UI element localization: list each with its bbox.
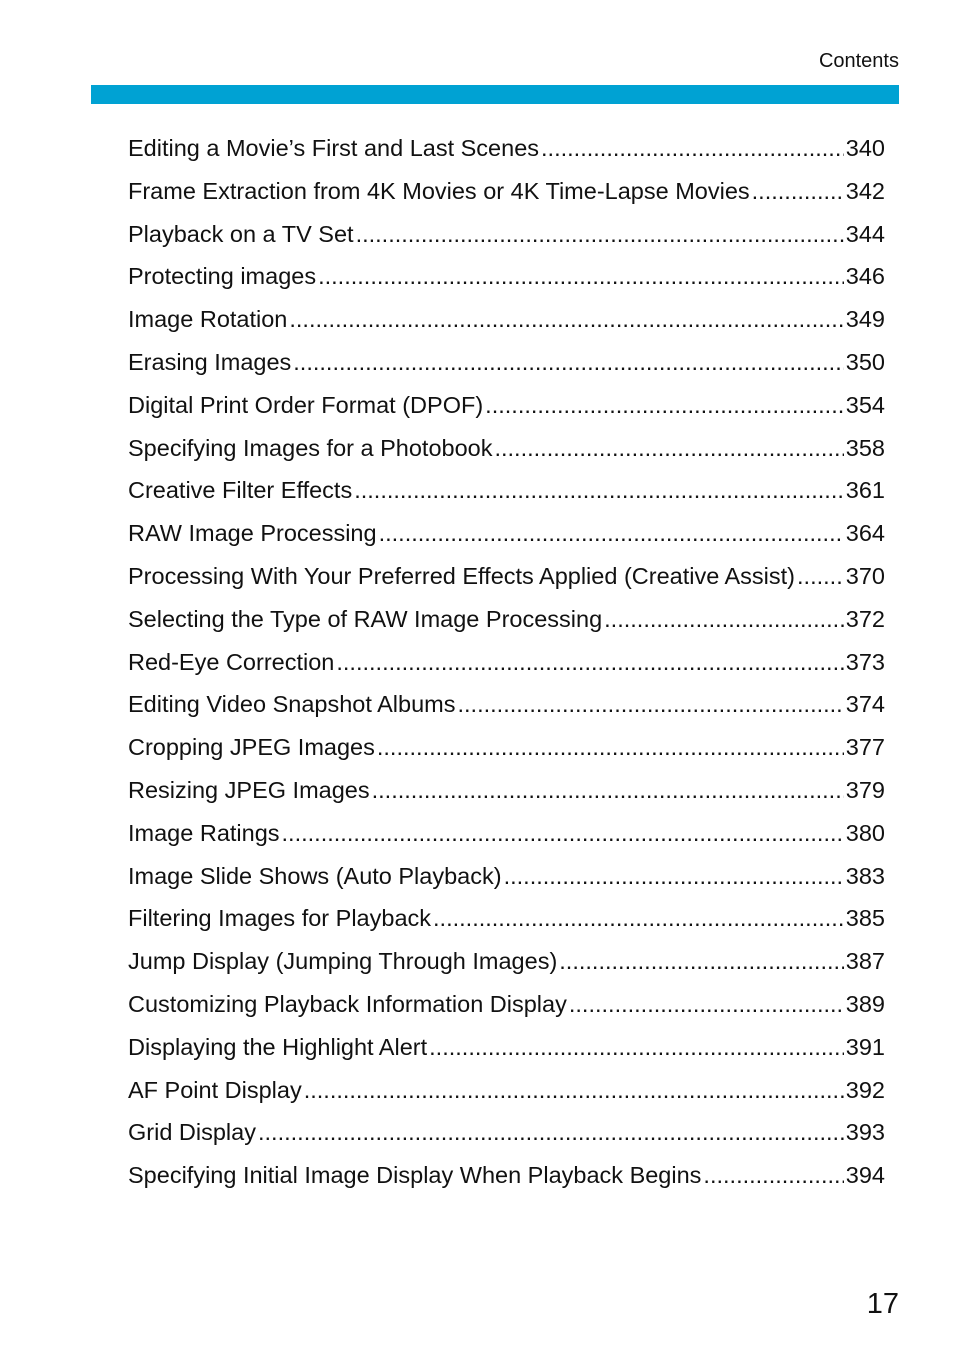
toc-entry-title: Digital Print Order Format (DPOF) [128, 391, 484, 418]
toc-entry[interactable] [128, 855, 885, 898]
toc-entry-title: Resizing JPEG Images [128, 776, 370, 803]
toc-entry-title: RAW Image Processing [128, 520, 377, 547]
toc-entry[interactable] [128, 384, 885, 427]
toc-entry-page: 393 [845, 1119, 885, 1146]
header-accent-bar [91, 85, 899, 104]
toc-entry-page: 364 [845, 520, 885, 547]
toc-entry-page: 377 [845, 734, 885, 761]
toc-dot-leader [354, 469, 844, 512]
toc-entry-title: Jump Display (Jumping Through Images) [128, 948, 558, 975]
toc-dot-leader [377, 726, 844, 769]
toc-entry-page: 346 [845, 263, 885, 290]
toc-dot-leader [797, 555, 844, 598]
toc-entry-title: Processing With Your Preferred Effects Applied (Creative Assist) [128, 562, 796, 589]
toc-entry-page: 379 [845, 776, 885, 803]
toc-dot-leader [494, 427, 843, 470]
page-number: 17 [866, 1288, 899, 1320]
toc-entry-page: 349 [845, 306, 885, 333]
toc-dot-leader [752, 170, 844, 213]
toc-dot-leader [458, 683, 844, 726]
toc-entry[interactable] [128, 213, 885, 256]
toc-entry-title: Grid Display [128, 1119, 256, 1146]
toc-entry[interactable] [128, 726, 885, 769]
toc-entry[interactable] [128, 469, 885, 512]
toc-dot-leader [289, 298, 843, 341]
toc-entry[interactable] [128, 255, 885, 298]
toc-entry[interactable] [128, 555, 885, 598]
toc-entry-page: 391 [845, 1033, 885, 1060]
toc-entry-title: Customizing Playback Information Display [128, 990, 567, 1017]
toc-entry[interactable] [128, 812, 885, 855]
toc-dot-leader [429, 1026, 844, 1069]
toc-dot-leader [604, 598, 844, 641]
toc-entry-title: Image Ratings [128, 819, 280, 846]
toc-entry-title: Specifying Initial Image Display When Playback Begins [128, 1162, 702, 1189]
toc-entry[interactable] [128, 1154, 885, 1197]
toc-dot-leader [703, 1154, 843, 1197]
toc-dot-leader [372, 769, 844, 812]
toc-entry[interactable] [128, 769, 885, 812]
toc-entry-page: 342 [845, 177, 885, 204]
toc-dot-leader [379, 512, 844, 555]
toc-entry-page: 373 [845, 648, 885, 675]
toc-entry-title: Displaying the Highlight Alert [128, 1033, 428, 1060]
toc-entry-title: Filtering Images for Playback [128, 905, 432, 932]
toc-entry-title: Editing Video Snapshot Albums [128, 691, 456, 718]
toc-entry[interactable] [128, 598, 885, 641]
toc-dot-leader [541, 127, 844, 170]
toc-entry-page: 387 [845, 948, 885, 975]
toc-entry-title: Selecting the Type of RAW Image Processing [128, 605, 603, 632]
toc-entry[interactable] [128, 683, 885, 726]
toc-dot-leader [304, 1069, 844, 1112]
toc-entry-page: 380 [845, 819, 885, 846]
toc-entry-title: Image Slide Shows (Auto Playback) [128, 862, 502, 889]
toc-entry-page: 344 [845, 220, 885, 247]
toc-entry-title: Frame Extraction from 4K Movies or 4K Time-Lapse Movies [128, 177, 750, 204]
toc-entry-page: 370 [845, 562, 885, 589]
toc-entry-page: 350 [845, 348, 885, 375]
toc-entry-title: Cropping JPEG Images [128, 734, 375, 761]
toc-entry[interactable] [128, 170, 885, 213]
toc-entry[interactable] [128, 1111, 885, 1154]
toc-entry-page: 389 [845, 990, 885, 1017]
toc-dot-leader [293, 341, 844, 384]
toc-dot-leader [559, 940, 844, 983]
toc-dot-leader [258, 1111, 844, 1154]
toc-entry-title: Creative Filter Effects [128, 477, 353, 504]
toc-entry[interactable] [128, 983, 885, 1026]
toc-dot-leader [569, 983, 844, 1026]
toc-entry-title: Red-Eye Correction [128, 648, 335, 675]
toc-entry-title: Image Rotation [128, 306, 288, 333]
toc-entry-page: 374 [845, 691, 885, 718]
toc-entry-page: 394 [845, 1162, 885, 1189]
toc-dot-leader [282, 812, 844, 855]
toc-entry[interactable] [128, 641, 885, 684]
toc-entry-page: 392 [845, 1076, 885, 1103]
toc-entry-title: Specifying Images for a Photobook [128, 434, 493, 461]
table-of-contents [128, 127, 885, 1197]
toc-entry[interactable] [128, 427, 885, 470]
toc-entry-page: 358 [845, 434, 885, 461]
toc-entry-title: AF Point Display [128, 1076, 302, 1103]
toc-dot-leader [356, 213, 844, 256]
section-label: Contents [818, 50, 899, 72]
toc-dot-leader [433, 897, 844, 940]
toc-entry[interactable] [128, 341, 885, 384]
toc-entry[interactable] [128, 897, 885, 940]
toc-dot-leader [336, 641, 843, 684]
toc-dot-leader [318, 255, 844, 298]
toc-dot-leader [504, 855, 844, 898]
toc-entry-page: 372 [845, 605, 885, 632]
toc-entry-title: Protecting images [128, 263, 317, 290]
toc-entry[interactable] [128, 1069, 885, 1112]
toc-entry-page: 385 [845, 905, 885, 932]
toc-entry-title: Editing a Movie’s First and Last Scenes [128, 135, 540, 161]
toc-entry[interactable] [128, 1026, 885, 1069]
toc-entry-title: Playback on a TV Set [128, 220, 354, 247]
toc-dot-leader [485, 384, 844, 427]
toc-entry-page: 361 [845, 477, 885, 504]
toc-entry-title: Erasing Images [128, 348, 292, 375]
toc-entry[interactable] [128, 127, 885, 170]
toc-entry-page: 383 [845, 862, 885, 889]
toc-entry-page: 340 [845, 135, 885, 161]
toc-entry-page: 354 [845, 391, 885, 418]
toc-entry[interactable] [128, 298, 885, 341]
toc-entry[interactable] [128, 940, 885, 983]
toc-entry[interactable] [128, 512, 885, 555]
